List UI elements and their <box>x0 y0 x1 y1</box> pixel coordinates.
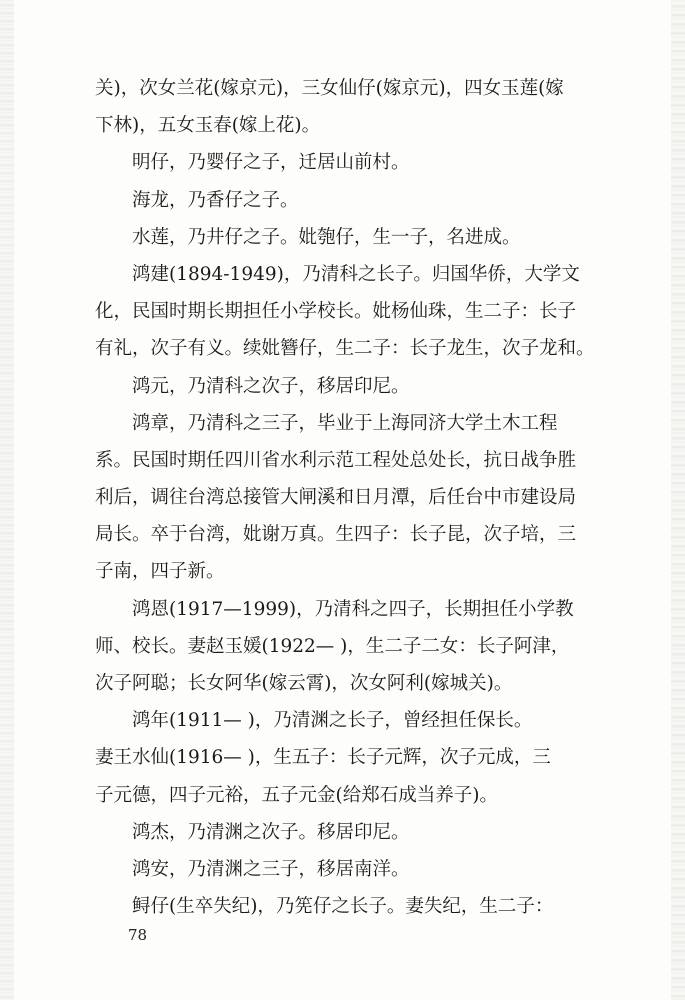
text-line: 鸿杰，乃清渊之次子。移居印尼。 <box>132 821 410 843</box>
text-line: 鸿年(1911— )，乃清渊之长子，曾经担任保长。 <box>132 710 533 732</box>
text-line: 师、校长。妻赵玉媛(1922— )，生二子二女：长子阿津， <box>95 635 570 657</box>
text-line: 海龙，乃香仔之子。 <box>132 189 299 211</box>
text-line: 鸿元，乃清科之次子，移居印尼。 <box>132 375 410 397</box>
text-line: 下林)，五女玉春(嫁上花)。 <box>95 115 321 137</box>
text-line: 有礼，次子有义。续妣簪仔，生二子：长子龙生，次子龙和。 <box>95 338 595 360</box>
page-number: 78 <box>128 926 148 944</box>
text-line: 妻王水仙(1916— )，生五子：长子元辉，次子元成，三 <box>95 747 551 769</box>
text-line: 鲟仔(生卒失纪)，乃筅仔之长子。妻失纪，生二子： <box>132 896 554 918</box>
text-line: 次子阿聪；长女阿华(嫁云霄)，次女阿利(嫁城关)。 <box>95 673 513 694</box>
text-line: 明仔，乃婴仔之子，迁居山前村。 <box>132 152 410 174</box>
text-line: 子元德，四子元裕，五子元金(给郑石成当养子)。 <box>95 784 498 806</box>
text-line: 化，民国时期长期担任小学校长。妣杨仙珠，生二子：长子 <box>95 301 577 323</box>
text-line: 局长。卒于台湾，妣谢万真。生四子：长子昆，次子培，三 <box>95 524 577 546</box>
scan-edge-right <box>671 0 685 1000</box>
text-line: 利后，调往台湾总接管大闸溪和日月潭，后任台中市建设局 <box>95 487 577 509</box>
text-line: 子南，四子新。 <box>95 561 225 583</box>
text-line: 水莲，乃井仔之子。妣匏仔，生一子，名进成。 <box>132 226 521 248</box>
text-line: 鸿恩(1917—1999)，乃清科之四子，长期担任小学教 <box>132 598 574 620</box>
text-line: 系。民国时期任四川省水利示范工程处总处长，抗日战争胜 <box>95 449 577 471</box>
scan-edge-left <box>0 0 14 1000</box>
text-line: 鸿建(1894-1949)，乃清科之长子。归国华侨，大学文 <box>132 263 580 285</box>
text-line: 鸿安，乃清渊之三子，移居南洋。 <box>132 858 410 880</box>
text-line: 鸿章，乃清科之三子，毕业于上海同济大学土木工程 <box>132 412 558 434</box>
body-text <box>95 70 665 925</box>
text-line: 关)，次女兰花(嫁京元)，三女仙仔(嫁京元)，四女玉莲(嫁 <box>95 78 564 99</box>
